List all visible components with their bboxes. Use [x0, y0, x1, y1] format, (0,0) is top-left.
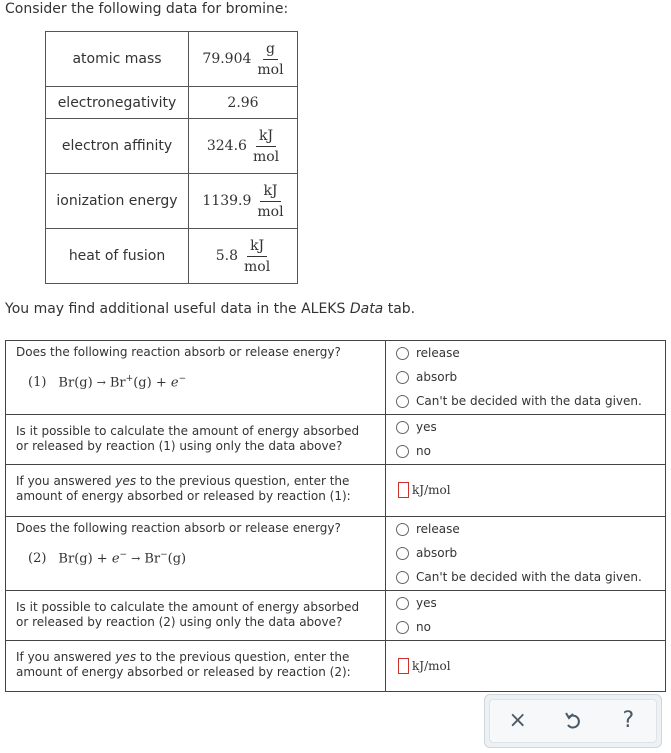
ion-charge: +	[125, 374, 134, 384]
option-label: absorb	[416, 370, 458, 384]
radio-button[interactable]	[396, 395, 409, 408]
reaction-equation	[6, 536, 385, 566]
energy-input[interactable]	[398, 482, 409, 498]
unit-numerator: g	[263, 41, 278, 60]
clear-button[interactable]: ×	[508, 708, 527, 733]
reaction-label: (1)	[28, 375, 47, 391]
question-cell	[6, 465, 386, 517]
reactant: Br(g)	[58, 375, 93, 391]
reaction-label: (2)	[28, 551, 47, 567]
value-number: 2.96	[227, 94, 259, 111]
unit-denominator: mol	[257, 203, 284, 220]
plus-sign: +	[155, 375, 167, 391]
radio-button[interactable]	[396, 597, 409, 610]
property-value	[189, 174, 298, 229]
option-label: yes	[416, 420, 437, 434]
option-label: release	[416, 522, 460, 536]
reaction-arrow: →	[131, 552, 141, 566]
product-phase: (g)	[167, 551, 187, 567]
aleks-data-note	[5, 301, 415, 317]
option-label: release	[416, 346, 460, 360]
question-prompt	[6, 591, 385, 630]
option-label: absorb	[416, 546, 458, 560]
answer-cell	[386, 415, 666, 465]
option-cant-decide[interactable]	[386, 389, 665, 413]
intro-text: Consider the following data for bromine:	[5, 1, 289, 17]
unit-fraction	[257, 183, 283, 220]
table-row	[46, 119, 298, 174]
radio-button[interactable]	[396, 621, 409, 634]
option-yes[interactable]	[386, 415, 665, 439]
table-row	[46, 87, 298, 119]
electron: e	[170, 375, 179, 391]
unit-label: kJ/mol	[412, 659, 451, 673]
question-row	[6, 341, 666, 415]
unit-numerator: kJ	[256, 128, 276, 147]
answer-cell	[386, 465, 666, 517]
prompt-line: amount of energy absorbed or released by reaction (1):	[16, 489, 351, 503]
questions-table	[5, 340, 666, 692]
question-prompt	[6, 415, 385, 454]
question-prompt	[6, 641, 385, 680]
option-no[interactable]	[386, 615, 665, 639]
option-release[interactable]	[386, 517, 665, 541]
question-row	[6, 517, 666, 591]
note-text: You may find additional useful data in the ALEKS	[5, 301, 350, 317]
radio-button[interactable]	[396, 371, 409, 384]
radio-button[interactable]	[396, 571, 409, 584]
prompt-text: If you answered	[16, 650, 116, 664]
table-row	[46, 229, 298, 284]
prompt-text: to the previous question, enter the	[136, 650, 350, 664]
unit-fraction	[253, 128, 279, 165]
property-value	[189, 229, 298, 284]
undo-button[interactable]	[553, 701, 593, 741]
reactant: Br(g)	[58, 551, 93, 567]
prompt-italic: yes	[115, 650, 137, 664]
answer-cell	[386, 517, 666, 591]
value-number: 1139.9	[202, 193, 252, 209]
prompt-italic: yes	[115, 474, 137, 488]
option-label: yes	[416, 596, 437, 610]
note-data-tab: Data	[349, 301, 384, 317]
answer-input-row	[386, 465, 665, 498]
unit-fraction	[257, 41, 283, 78]
question-prompt: Does the following reaction absorb or release energy?	[16, 345, 341, 359]
ion-charge: −	[160, 550, 168, 560]
answer-input-row	[386, 641, 665, 674]
prompt-line: or released by reaction (1) using only the data above?	[16, 439, 343, 453]
question-cell	[6, 591, 386, 641]
table-row	[46, 174, 298, 229]
prompt-text: to the previous question, enter the	[136, 474, 350, 488]
unit-numerator: kJ	[247, 238, 267, 257]
energy-input[interactable]	[398, 658, 409, 674]
electron-charge: −	[119, 550, 128, 560]
answer-cell	[386, 591, 666, 641]
question-cell	[6, 415, 386, 465]
prompt-line: amount of energy absorbed or released by reaction (2):	[16, 665, 351, 679]
table-row	[46, 32, 298, 87]
option-release[interactable]	[386, 341, 665, 365]
unit-numerator: kJ	[260, 183, 280, 202]
question-cell	[6, 641, 386, 692]
electron: e	[111, 551, 120, 567]
question-cell	[6, 517, 386, 591]
unit-denominator: mol	[244, 258, 271, 275]
radio-button[interactable]	[396, 523, 409, 536]
question-row	[6, 465, 666, 517]
property-name: electronegativity	[46, 87, 189, 119]
answer-toolbar	[484, 694, 662, 748]
bromine-data-table	[45, 31, 298, 284]
property-name: heat of fusion	[46, 229, 189, 284]
option-yes[interactable]	[386, 591, 665, 615]
answer-cell	[386, 641, 666, 692]
option-cant-decide[interactable]	[386, 565, 665, 589]
option-no[interactable]	[386, 439, 665, 463]
prompt-line: Is it possible to calculate the amount of energy absorbed	[16, 424, 360, 438]
question-row	[6, 591, 666, 641]
option-label: no	[416, 444, 431, 458]
reaction-equation	[6, 360, 385, 390]
note-text-end: tab.	[383, 301, 416, 317]
product-phase: (g)	[133, 375, 152, 391]
toolbar-inner	[489, 699, 657, 743]
property-name: ionization energy	[46, 174, 189, 229]
electron-charge: −	[178, 374, 187, 384]
property-name: electron affinity	[46, 119, 189, 174]
answer-cell	[386, 341, 666, 415]
property-value	[189, 87, 298, 119]
product-ion: Br	[109, 375, 126, 391]
option-absorb[interactable]	[386, 365, 665, 389]
unit-label: kJ/mol	[412, 483, 451, 497]
question-row	[6, 641, 666, 692]
option-absorb[interactable]	[386, 541, 665, 565]
property-value	[189, 32, 298, 87]
plus-sign: +	[96, 551, 108, 567]
prompt-line: Is it possible to calculate the amount of energy absorbed	[16, 600, 360, 614]
unit-denominator: mol	[257, 61, 284, 78]
reaction-arrow: →	[96, 376, 106, 390]
option-label: no	[416, 620, 431, 634]
option-label: Can't be decided with the data given.	[416, 570, 642, 584]
radio-button[interactable]	[396, 347, 409, 360]
option-label: Can't be decided with the data given.	[416, 394, 642, 408]
prompt-text: If you answered	[16, 474, 116, 488]
question-cell	[6, 341, 386, 415]
question-prompt	[6, 465, 385, 504]
value-number: 324.6	[206, 138, 247, 154]
undo-icon	[564, 711, 582, 731]
question-prompt: Does the following reaction absorb or release energy?	[16, 521, 341, 535]
value-number: 79.904	[202, 51, 252, 67]
property-value	[189, 119, 298, 174]
question-row	[6, 415, 666, 465]
prompt-line: or released by reaction (2) using only the data above?	[16, 615, 343, 629]
value-number: 5.8	[215, 248, 239, 264]
property-name: atomic mass	[46, 32, 189, 87]
product-ion: Br	[144, 551, 161, 567]
radio-button[interactable]	[396, 421, 409, 434]
radio-button[interactable]	[396, 445, 409, 458]
unit-fraction	[244, 238, 270, 275]
unit-denominator: mol	[252, 148, 280, 165]
help-button[interactable]: ?	[622, 708, 635, 733]
radio-button[interactable]	[396, 547, 409, 560]
